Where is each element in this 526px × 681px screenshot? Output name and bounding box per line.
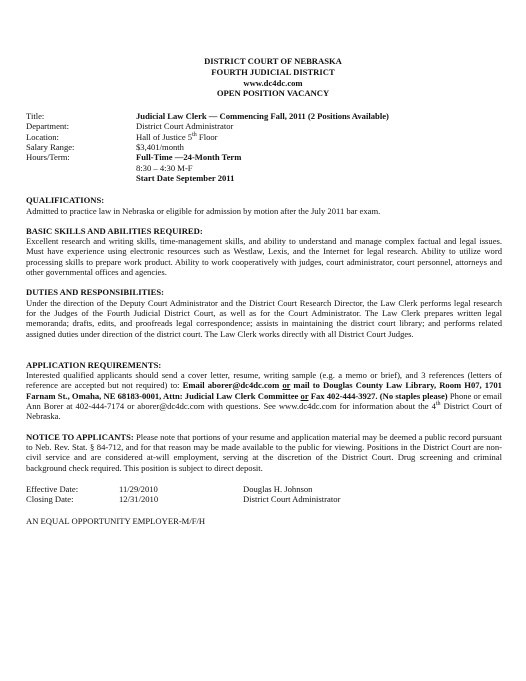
district-name: FOURTH JUDICIAL DISTRICT	[211, 66, 335, 77]
duties-heading: DUTIES AND RESPONSIBILITIES:	[26, 287, 165, 298]
application-mail-address: mail to Douglas County Law Library, Room H07, 1701 Farnam St., Omaha, NE 68183-0001, Attn: Judicial Law Clerk Committee	[26, 380, 502, 401]
court-name: DISTRICT COURT OF NEBRASKA	[204, 56, 342, 66]
court-website: www.dc4dc.com	[243, 77, 303, 88]
effective-date: 11/29/2010	[119, 483, 158, 494]
application-email: Email aborer@dc4dc.com	[182, 380, 283, 391]
closing-date: 12/31/2010	[119, 494, 159, 505]
skills-section	[26, 226, 502, 277]
start-date: Start Date September 2011	[136, 172, 235, 183]
location-row	[26, 132, 502, 142]
skills-heading: BASIC SKILLS AND ABILITIES REQUIRED:	[26, 225, 203, 236]
application-contact: Phone or email Ann Borer at 402-444-7174 or aborer@dc4dc.com with questions. See www.dc4dc.com for information about the 4	[26, 390, 502, 412]
application-or-2: or	[300, 390, 309, 401]
title-value: Judicial Law Clerk — Commencing Fall, 2011 (2 Positions Available)	[136, 111, 389, 122]
signer-name: Douglas H. Johnson	[243, 483, 313, 494]
qualifications-heading: QUALIFICATIONS:	[26, 195, 105, 206]
location-value-sup: th	[192, 131, 197, 138]
skills-text: Excellent research and writing skills, time-management skills, and ability to understand and manage complex factual and legal issues. Must have experience using electronic resources such as Westlaw, Lexis, and the Internet for legal research. Ability to utilize word processing skills to prepare work product. Ability to work cooperatively with judges, court administrator, court personnel, attorneys and other governmental offices and agencies.	[26, 236, 502, 278]
notice-body: Please note that portions of your resume and application material may be deemed a public record pursuant to Neb. Rev. Stat. § 84-712, and for that reason may be made available to the public for viewing. Positions in the District Court are non-civil service and are considered at-will employment, serving at the discretion of the District Court. Drug screening and criminal background check required. This position is subject to direct deposit.	[26, 431, 503, 473]
hours-time: 8:30 – 4:30 M-F	[136, 162, 193, 173]
application-heading: APPLICATION REQUIREMENTS:	[26, 359, 162, 370]
document-title: OPEN POSITION VACANCY	[216, 88, 330, 99]
salary-row	[26, 142, 502, 152]
job-posting-page	[26, 56, 502, 527]
location-value-main: Hall of Justice 5	[136, 131, 193, 142]
application-text	[26, 370, 502, 421]
notice-text	[26, 432, 502, 473]
closing-row	[26, 494, 502, 504]
title-label: Title:	[26, 111, 45, 122]
hours-row	[26, 152, 502, 162]
application-section	[26, 360, 502, 422]
duties-text: Under the direction of the Deputy Court Administrator and the District Court Research Director, the Law Clerk performs legal research for the Judges of the Fourth Judicial District Court, as well as for the Court Administrator. The Law Clerk prepares written legal memoranda; drafts, edits, and proofreads legal correspondence; assists in maintaining the district court library; and performs related assigned duties under direction of the district court. The Law Clerk works directly with all District Court Judges.	[26, 297, 502, 339]
location-label: Location:	[26, 131, 59, 142]
title-row	[26, 111, 502, 121]
signer-title: District Court Administrator	[243, 494, 341, 505]
document-header	[44, 56, 502, 99]
qualifications-section	[26, 195, 502, 216]
equal-opportunity-statement: AN EQUAL OPPORTUNITY EMPLOYER-M/F/H	[26, 516, 206, 527]
hours-value: Full-Time —24-Month Term	[136, 152, 242, 163]
department-row	[26, 121, 502, 131]
application-text-intro: Interested qualified applicants should send a cover letter, resume, writing sample (e.g. a memo or brief), and 3 references (letters of reference are accepted but not required) to:	[26, 370, 502, 391]
hours-label: Hours/Term:	[26, 152, 70, 163]
duties-section	[26, 287, 502, 338]
dates-block	[26, 484, 502, 505]
closing-label: Closing Date:	[26, 494, 74, 505]
position-info	[26, 111, 502, 183]
hours-time-row	[26, 163, 502, 173]
salary-value: $3,401/month	[136, 142, 184, 153]
department-label: Department:	[26, 121, 69, 132]
application-fax: Fax 402-444-3927. (No staples please)	[308, 390, 448, 401]
location-value-floor: Floor	[196, 131, 218, 142]
application-closing: District Court of Nebraska.	[26, 401, 502, 422]
effective-row	[26, 484, 502, 494]
notice-section	[26, 432, 502, 473]
effective-label: Effective Date:	[26, 483, 79, 494]
location-value	[136, 132, 218, 142]
application-sup: th	[435, 401, 441, 408]
notice-heading: NOTICE TO APPLICANTS:	[26, 431, 134, 442]
department-value: District Court Administrator	[136, 121, 234, 132]
application-or-1: or	[282, 380, 291, 391]
start-date-row	[26, 173, 502, 183]
salary-label: Salary Range:	[26, 142, 75, 153]
qualifications-text: Admitted to practice law in Nebraska or eligible for admission by motion after the July 2011 bar exam.	[26, 205, 381, 216]
